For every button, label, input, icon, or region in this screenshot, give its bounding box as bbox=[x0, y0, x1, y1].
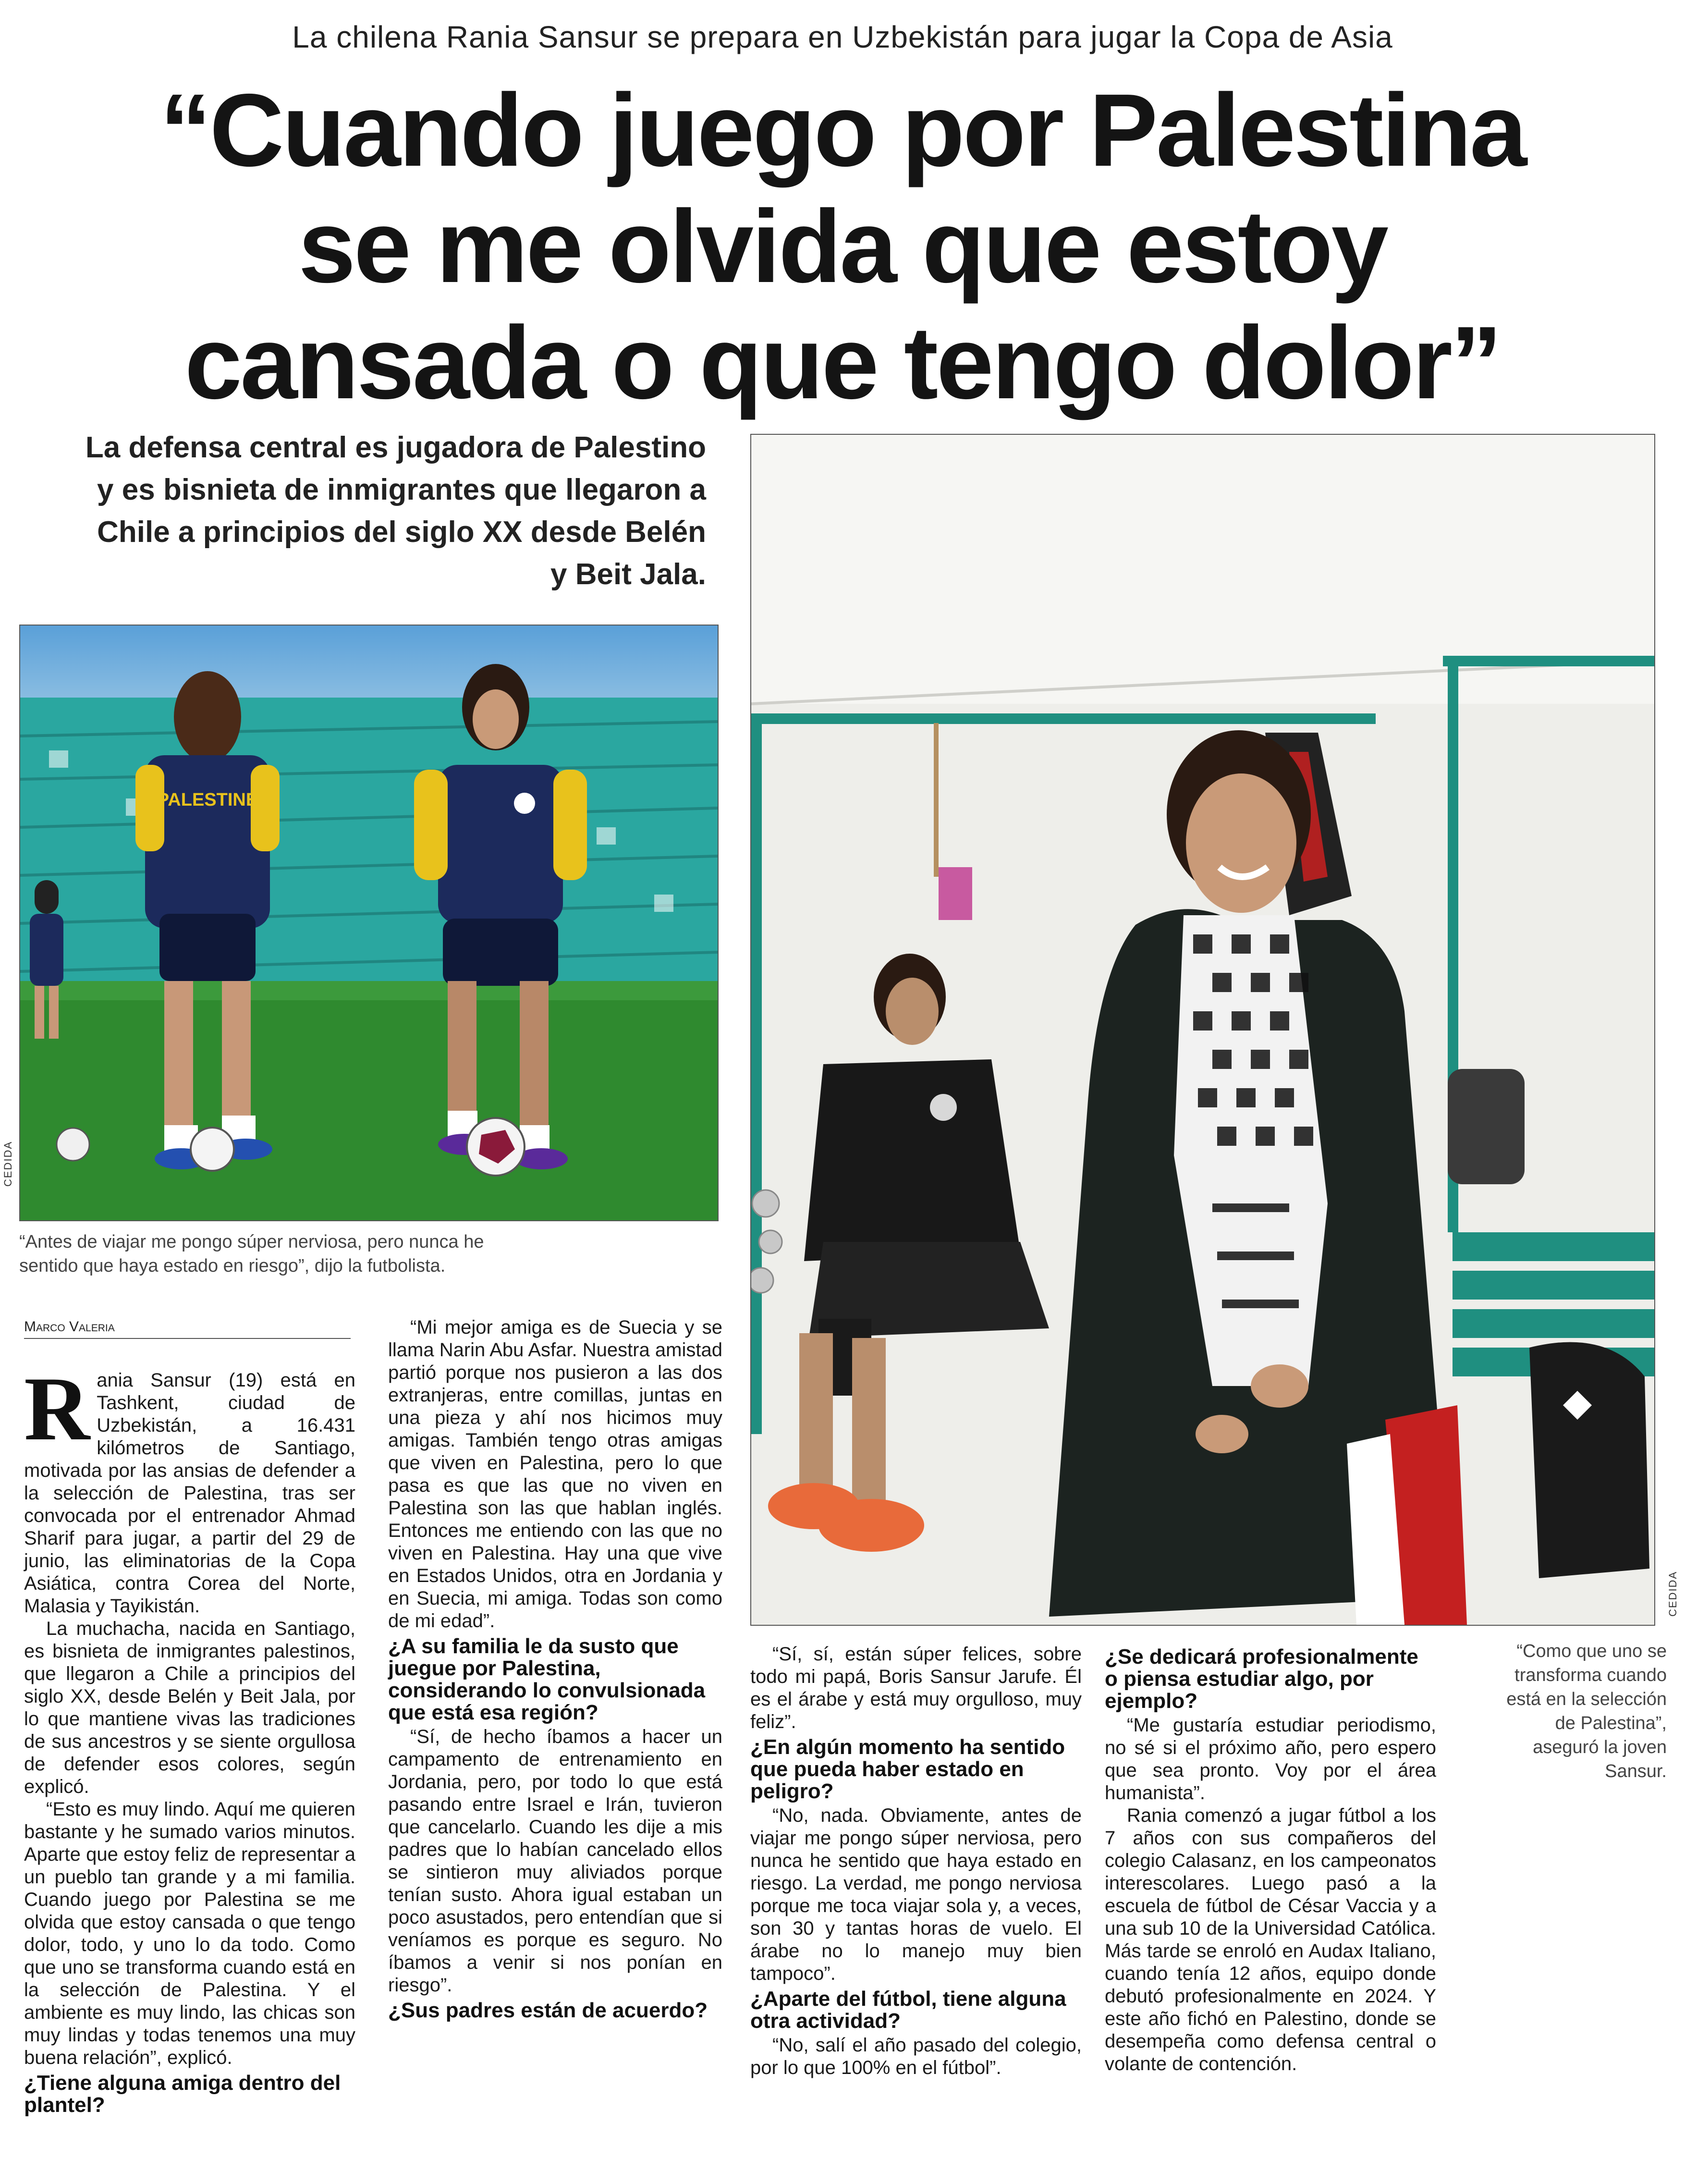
question-heading: ¿En algún momento ha sentido que pueda haber estado en peligro? bbox=[750, 1735, 1065, 1803]
article-paragraph: La muchacha, nacida en Santiago, es bisnieta de inmigrantes palestinos, que llegaron a Chile a principios del siglo XX, desde Belén y Beit Jala, por lo que mantiene vivas las tradiciones de sus ancestros y se siente orgullosa de defender esos colores, según explicó. bbox=[24, 1618, 355, 1797]
answer-paragraph: “No, nada. Obviamente, antes de viajar me pongo súper nerviosa, pero nunca he sentido que haya estado en riesgo. La verdad, me pongo nerviosa porque me toca viajar sola y, a veces, son 30 y tantas horas de vuelo. El árabe no lo manejo muy bien tampoco”. bbox=[750, 1805, 1082, 1984]
answer-paragraph: “Sí, de hecho íbamos a hacer un campamento de entrenamiento en Jordania, pero, por todo lo que está pasando entre Israel e Irán, tuvieron que cancelarlo. Cuando les dije a mis padres que lo habían cancelado ellos se sintieron muy aliviados porque tenían susto. Ahora igual estaban un poco asustados, pero entendían que si veníamos es porque es seguro. No íbamos a venir si nos ponían en riesgo”. bbox=[388, 1726, 722, 1996]
headline: “Cuando juego por Palestina se me olvida que estoy cansada o que tengo dolor” bbox=[159, 72, 1526, 420]
answer-paragraph: “Sí, sí, están súper felices, sobre todo mi papá, Boris Sansur Jarufe. Él es el árabe y está muy orgulloso, muy feliz”. bbox=[750, 1644, 1082, 1732]
photo1-credit: CEDIDA bbox=[2, 1141, 14, 1187]
article-paragraph: “Esto es muy lindo. Aquí me quieren bastante y he sumado varios minutos. Aparte que estoy feliz de representar a un pueblo tan grande y a mi familia. Cuando juego por Palestina se me olvida que estoy cansada o que tengo dolor, todo, y uno lo da todo. Como que uno se transforma cuando está en la selección de Palestina. Y el ambiente es muy lindo, las chicas son muy lindas y todas tenemos una muy buena relación”, explicó. bbox=[24, 1799, 355, 2068]
article-column-2 bbox=[388, 1316, 722, 2024]
article-paragraph: Rania comenzó a jugar fútbol a los 7 años con sus compañeros del colegio Calasanz, en los campeonatos interescolares. Luego pasó a la escuela de fútbol de César Vaccia y a una sub 10 de la Universidad Católica. Más tarde se enroló en Audax Italiano, cuando tenía 12 años, equipo donde debutó profesionalmente en 2024. Y este año fichó en Palestino, donde se desempeña como defensa central o volante de contención. bbox=[1105, 1805, 1436, 2074]
article-column-1 bbox=[24, 1359, 355, 2118]
photo2-credit: CEDIDA bbox=[1667, 1571, 1679, 1617]
question-heading: ¿Se dedicará profesionalmente o piensa estudiar algo, por ejemplo? bbox=[1105, 1645, 1418, 1713]
answer-paragraph: “Me gustaría estudiar periodismo, no sé si el próximo año, pero espero que sea pronto. Voy por el área humanista”. bbox=[1105, 1715, 1436, 1804]
drop-cap: R bbox=[24, 1359, 90, 1460]
article-column-3 bbox=[750, 1643, 1082, 2079]
locker-room-photo-illustration bbox=[751, 435, 1654, 1625]
byline: Marco Valeria bbox=[24, 1319, 351, 1339]
answer-paragraph: “No, salí el año pasado del colegio, por lo que 100% en el fútbol”. bbox=[750, 2035, 1082, 2078]
question-heading: ¿Sus padres están de acuerdo? bbox=[388, 1999, 708, 2022]
question-heading: ¿Tiene alguna amiga dentro del plantel? bbox=[24, 2071, 341, 2117]
answer-paragraph: “Mi mejor amiga es de Suecia y se llama Narin Abu Asfar. Nuestra amistad partió porque nos pusieron a las dos extranjeras, entre comillas, juntas en una pieza y ahí nos hicimos muy amigas. También tengo otras amigas que viven en Palestina, pero lo que pasa es que las que no viven en Palestina son las que hablan inglés. Entonces me entiendo con las que no viven en Palestina. Hay una que vive en Estados Unidos, otra en Jordania y en Suecia, mi amiga. Todas son como de mi edad”. bbox=[388, 1317, 722, 1632]
photo2-caption: “Como que uno se transforma cuando está en la selección de Palestina”, aseguró la joven Sansur. bbox=[1506, 1641, 1667, 1781]
locker-room-photo bbox=[750, 434, 1655, 1626]
question-heading: ¿Aparte del fútbol, tiene alguna otra actividad? bbox=[750, 1987, 1066, 2033]
jersey-text: PALESTINE bbox=[157, 790, 258, 810]
kicker: La chilena Rania Sansur se prepara en Uzbekistán para jugar la Copa de Asia bbox=[292, 20, 1393, 54]
photo1-caption: “Antes de viajar me pongo súper nerviosa, pero nunca he sentido que haya estado en riesgo”, dijo la futbolista. bbox=[19, 1232, 484, 1276]
training-photo-illustration bbox=[20, 626, 718, 1220]
article-paragraph: Rania Sansur (19) está en Tashkent, ciudad de Uzbekistán, a 16.431 kilómetros de Santiago, motivada por las ansias de defender a la selección de Palestina, tras ser convocada por el entrenador Ahmad Sharif para jugar, a partir del 29 de junio, las eliminatorias de la Copa Asiática, contra Corea del Norte, Malasia y Tayikistán. bbox=[24, 1359, 355, 1617]
article-column-4 bbox=[1105, 1643, 1436, 2075]
question-heading: ¿A su familia le da susto que juegue por Palestina, considerando lo convulsionada que está esa región? bbox=[388, 1634, 706, 1724]
training-photo bbox=[19, 625, 719, 1221]
deck: La defensa central es jugadora de Palestino y es bisnieta de inmigrantes que llegaron a Chile a principios del siglo XX desde Belén y Beit Jala. bbox=[85, 431, 706, 591]
